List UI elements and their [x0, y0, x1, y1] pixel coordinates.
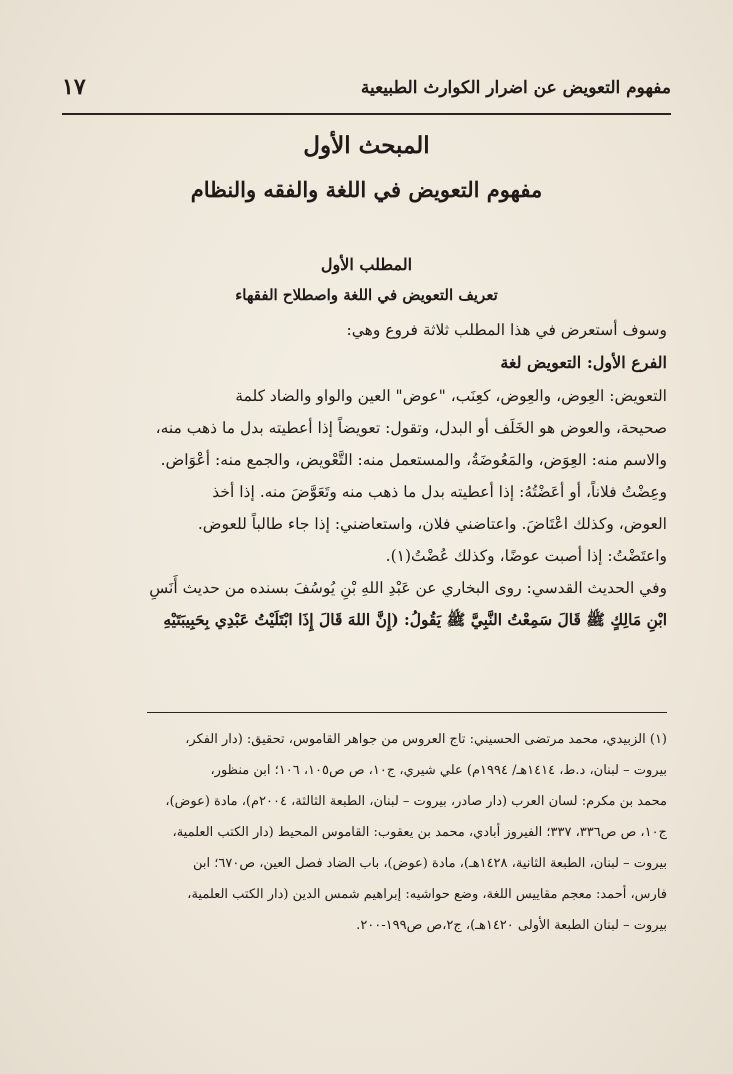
text-line: التعويض: العِوض، والعِوض، كعِنَب، "عوض" العين والواو والضاد كلمة	[235, 387, 667, 405]
footnotes	[66, 724, 667, 941]
footnote-rule	[147, 712, 667, 713]
branch-title: الفرع الأول: التعويض لغة	[500, 353, 667, 372]
text-line: وفي الحديث القدسي: روى البخاري عن عَبْدِ اللهِ بْنِ يُوسُفَ بسنده من حديث أَنَسِ	[149, 579, 667, 597]
header-rule	[62, 113, 671, 115]
footnote-line: بيروت – لبنان، د.ط، ١٤١٤هـ/ ١٩٩٤م) علي شيري، ج١٠، ص ص١٠٥، ١٠٦؛ ابن منظور،	[210, 763, 667, 778]
footnote-line: فارس، أحمد: معجم مقاييس اللغة، وضع حواشيه: إبراهيم شمس الدين (دار الكتب العلمية،	[187, 887, 667, 902]
hadith-line: ابْنِ مَالِكٍ ﷺ قَالَ سَمِعْتُ النَّبِيَّ ﷺ يَقُولُ: (إِنَّ اللهَ قَالَ إِذَا ابْتَلَيْتُ عَبْدِي بِحَبِيبَتَيْهِ	[163, 610, 667, 629]
page-header	[62, 72, 671, 112]
footnote-line: بيروت – لبنان، الطبعة الثانية، ١٤٢٨هـ)، مادة (عوض)، باب الضاد فصل العين، ص٦٧٠؛ ابن	[193, 856, 667, 871]
footnote-line: محمد بن مكرم: لسان العرب (دار صادر، بيروت – لبنان، الطبعة الثالثة، ٢٠٠٤م)، مادة (عوض)،	[165, 794, 667, 809]
section-subtitle: تعريف التعويض في اللغة واصطلاح الفقهاء	[235, 286, 498, 304]
main-content	[66, 120, 667, 636]
footnote-line: ج١٠، ص ص٣٣٦، ٣٣٧؛ الفيروز أبادي، محمد بن يعقوب: القاموس المحيط (دار الكتب العلمية،	[172, 825, 667, 840]
footnote-line: بيروت – لبنان الطبعة الأولى ١٤٢٠هـ)، ج٢،ص ص١٩٩-٢٠٠.	[356, 918, 667, 933]
text-line: واعتَضْتُ: إذا أصبت عوضًا، وكذلك عُضْتُ(١).	[385, 547, 667, 565]
chapter-subtitle: مفهوم التعويض في اللغة والفقه والنظام	[190, 177, 543, 202]
page-number: ١٧	[62, 74, 86, 100]
running-title: مفهوم التعويض عن اضرار الكوارث الطبيعية	[360, 78, 671, 98]
chapter-title: المبحث الأول	[303, 132, 430, 159]
section-title: المطلب الأول	[320, 255, 413, 274]
intro-paragraph: وسوف أستعرض في هذا المطلب ثلاثة فروع وهي:	[346, 321, 667, 339]
text-line: وعِضْتُ فلاناً، أو أعَضْتُهُ: إذا أعطيته بدل ما ذهب منه وتَعَوَّضَ منه. إذا أخذ	[212, 483, 667, 501]
footnote-line: (١) الزبيدي، محمد مرتضى الحسيني: تاج العروس من جواهر القاموس، تحقيق: (دار الفكر،	[185, 732, 667, 747]
text-line: العوض، وكذلك اعْتَاضَ. واعتاضني فلان، واستعاضني: إذا جاء طالباً للعوض.	[197, 515, 667, 533]
text-line: والاسم منه: العِوَض، والمَعُوضَةُ، والمستعمل منه: التَّعْويض، والجمع منه: أعْوَاض.	[160, 451, 667, 469]
text-line: صحيحة، والعوض هو الخَلَف أو البدل، وتقول: تعويضاً إذا أعطيته بدل ما ذهب منه،	[155, 419, 667, 437]
